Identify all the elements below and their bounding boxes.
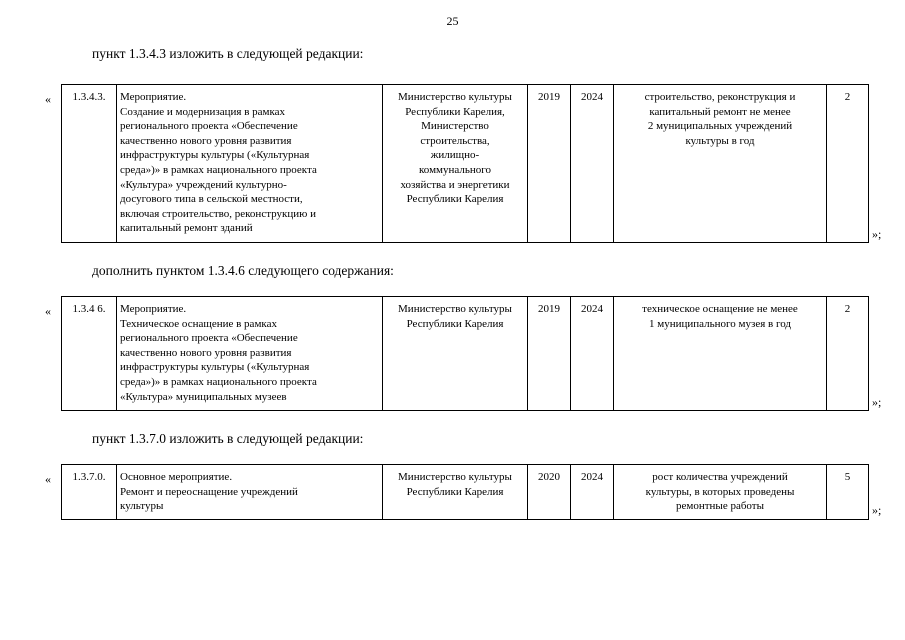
item-number: 1.3.4.3.: [62, 85, 117, 243]
indicator-link: 2: [827, 85, 869, 243]
quote-open-1: «: [45, 92, 51, 106]
responsible-executor: Министерство культуры Республики Карелия, Министерство строительства, жилищно- коммунального хозяйства и энергетики Республики Карелия: [383, 85, 528, 243]
activity-name: Мероприятие. Создание и модернизация в рамках регионального проекта «Обеспечение качественно нового уровня развития инфраструктуры культуры («Культурная среда»)» в рамках национального проекта «Культура» учреждений культурно- досугового типа в сельской местности, включая строительство, реконструкцию и капитальный ремонт зданий: [117, 85, 383, 243]
responsible-executor: Министерство культуры Республики Карелия: [383, 465, 528, 520]
table-row: [62, 297, 869, 411]
table-row: [62, 465, 869, 520]
quote-close-1: »;: [872, 227, 882, 241]
activity-name: Мероприятие. Техническое оснащение в рамках регионального проекта «Обеспечение качественно нового уровня развития инфраструктуры культуры («Культурная среда»)» в рамках национального проекта «Культура» муниципальных музеев: [117, 297, 383, 411]
amendment-intro-3: пункт 1.3.7.0 изложить в следующей редакции:: [92, 431, 364, 446]
activity-name: Основное мероприятие. Ремонт и переоснащение учреждений культуры: [117, 465, 383, 520]
program-table-3: [61, 464, 869, 520]
quote-open-3: «: [45, 472, 51, 486]
item-number: 1.3.4 6.: [62, 297, 117, 411]
amendment-intro-1: пункт 1.3.4.3 изложить в следующей редакции:: [92, 46, 364, 61]
indicator-link: 2: [827, 297, 869, 411]
start-year: 2020: [528, 465, 571, 520]
expected-result: техническое оснащение не менее 1 муниципального музея в год: [614, 297, 827, 411]
start-year: 2019: [528, 85, 571, 243]
expected-result: рост количества учреждений культуры, в которых проведены ремонтные работы: [614, 465, 827, 520]
responsible-executor: Министерство культуры Республики Карелия: [383, 297, 528, 411]
end-year: 2024: [571, 297, 614, 411]
end-year: 2024: [571, 85, 614, 243]
start-year: 2019: [528, 297, 571, 411]
quote-close-3: »;: [872, 503, 882, 517]
amendment-intro-2: дополнить пунктом 1.3.4.6 следующего содержания:: [92, 263, 394, 278]
quote-close-2: »;: [872, 395, 882, 409]
item-number: 1.3.7.0.: [62, 465, 117, 520]
end-year: 2024: [571, 465, 614, 520]
table-row: [62, 85, 869, 243]
indicator-link: 5: [827, 465, 869, 520]
page-number: 25: [446, 14, 459, 28]
quote-open-2: «: [45, 304, 51, 318]
program-table-2: [61, 296, 869, 411]
expected-result: строительство, реконструкция и капитальный ремонт не менее 2 муниципальных учреждений культуры в год: [614, 85, 827, 243]
program-table-1: [61, 84, 869, 243]
